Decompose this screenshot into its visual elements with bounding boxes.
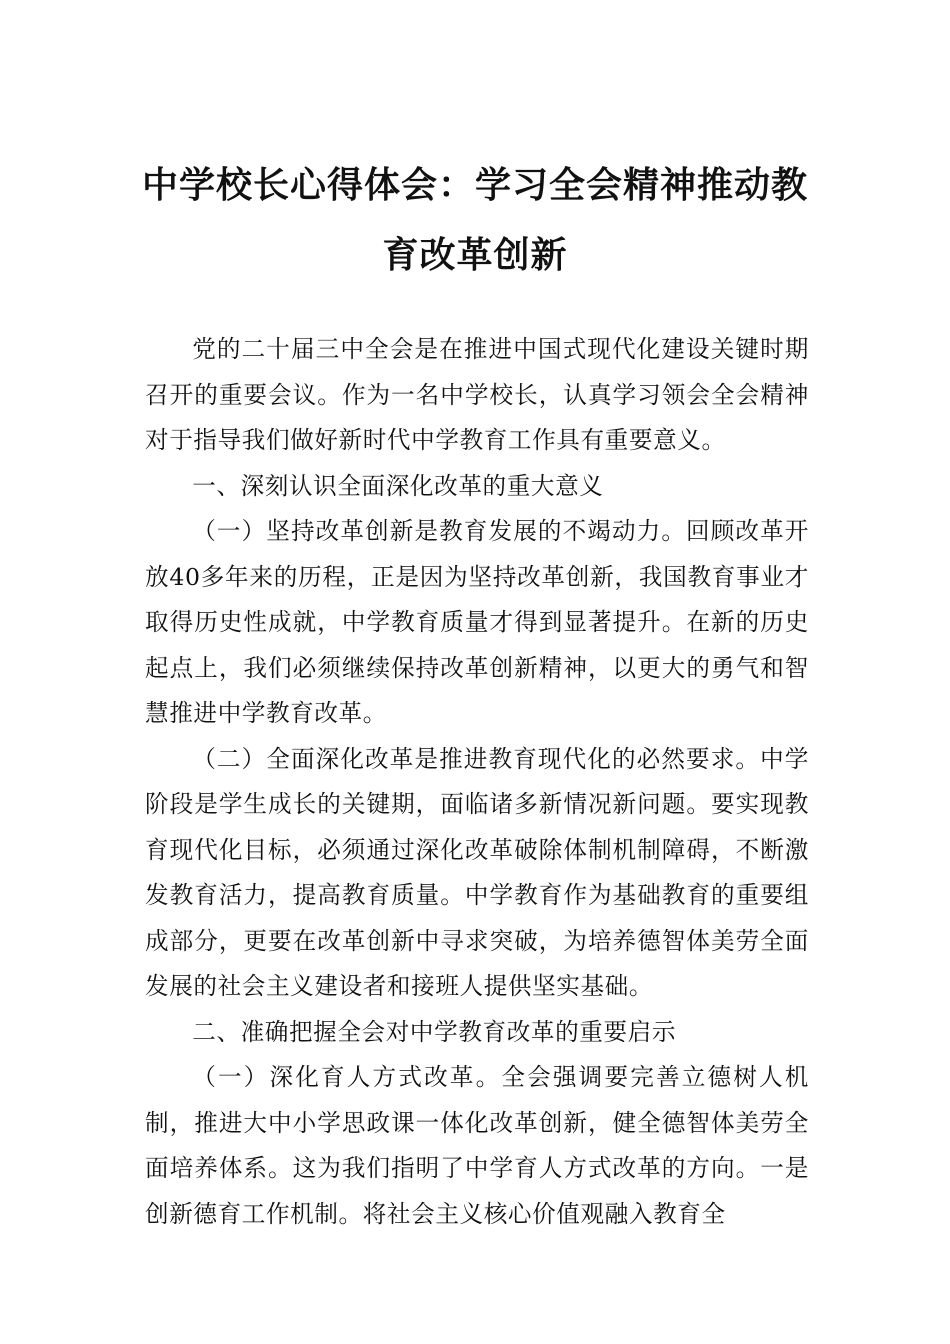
document-body [145,327,809,1237]
body-paragraph: （二）全面深化改革是推进教育现代化的必然要求。中学阶段是学生成长的关键期，面临诸多新情况新问题。要实现教育现代化目标，必须通过深化改革破除体制机制障碍，不断激发教育活力，提高教育质量。中学教育作为基础教育的重要组成部分，更要在改革创新中寻求突破，为培养德智体美劳全面发展的社会主义建设者和接班人提供坚实基础。 [145,744,809,1000]
section-heading-1: 一、深刻认识全面深化改革的重大意义 [192,471,604,500]
body-paragraph: （一）深化育人方式改革。全会强调要完善立德树人机制，推进大中小学思政课一体化改革创新，健全德智体美劳全面培养体系。这为我们指明了中学育人方式改革的方向。一是创新德育工作机制。将社会主义核心价值观融入教育全 [145,1063,809,1228]
intro-paragraph: 党的二十届三中全会是在推进中国式现代化建设关键时期召开的重要会议。作为一名中学校长，认真学习领会全会精神对于指导我们做好新时代中学教育工作具有重要意义。 [145,335,809,454]
document-title: 中学校长心得体会：学习全会精神推动教育改革创新 [141,164,808,276]
section-heading-2: 二、准确把握全会对中学教育改革的重要启示 [192,1017,677,1046]
body-paragraph: （一）坚持改革创新是教育发展的不竭动力。回顾改革开放40多年来的历程，正是因为坚持改革创新，我国教育事业才取得历史性成就，中学教育质量才得到显著提升。在新的历史起点上，我们必须继续保持改革创新精神，以更大的勇气和智慧推进中学教育改革。 [145,517,809,727]
